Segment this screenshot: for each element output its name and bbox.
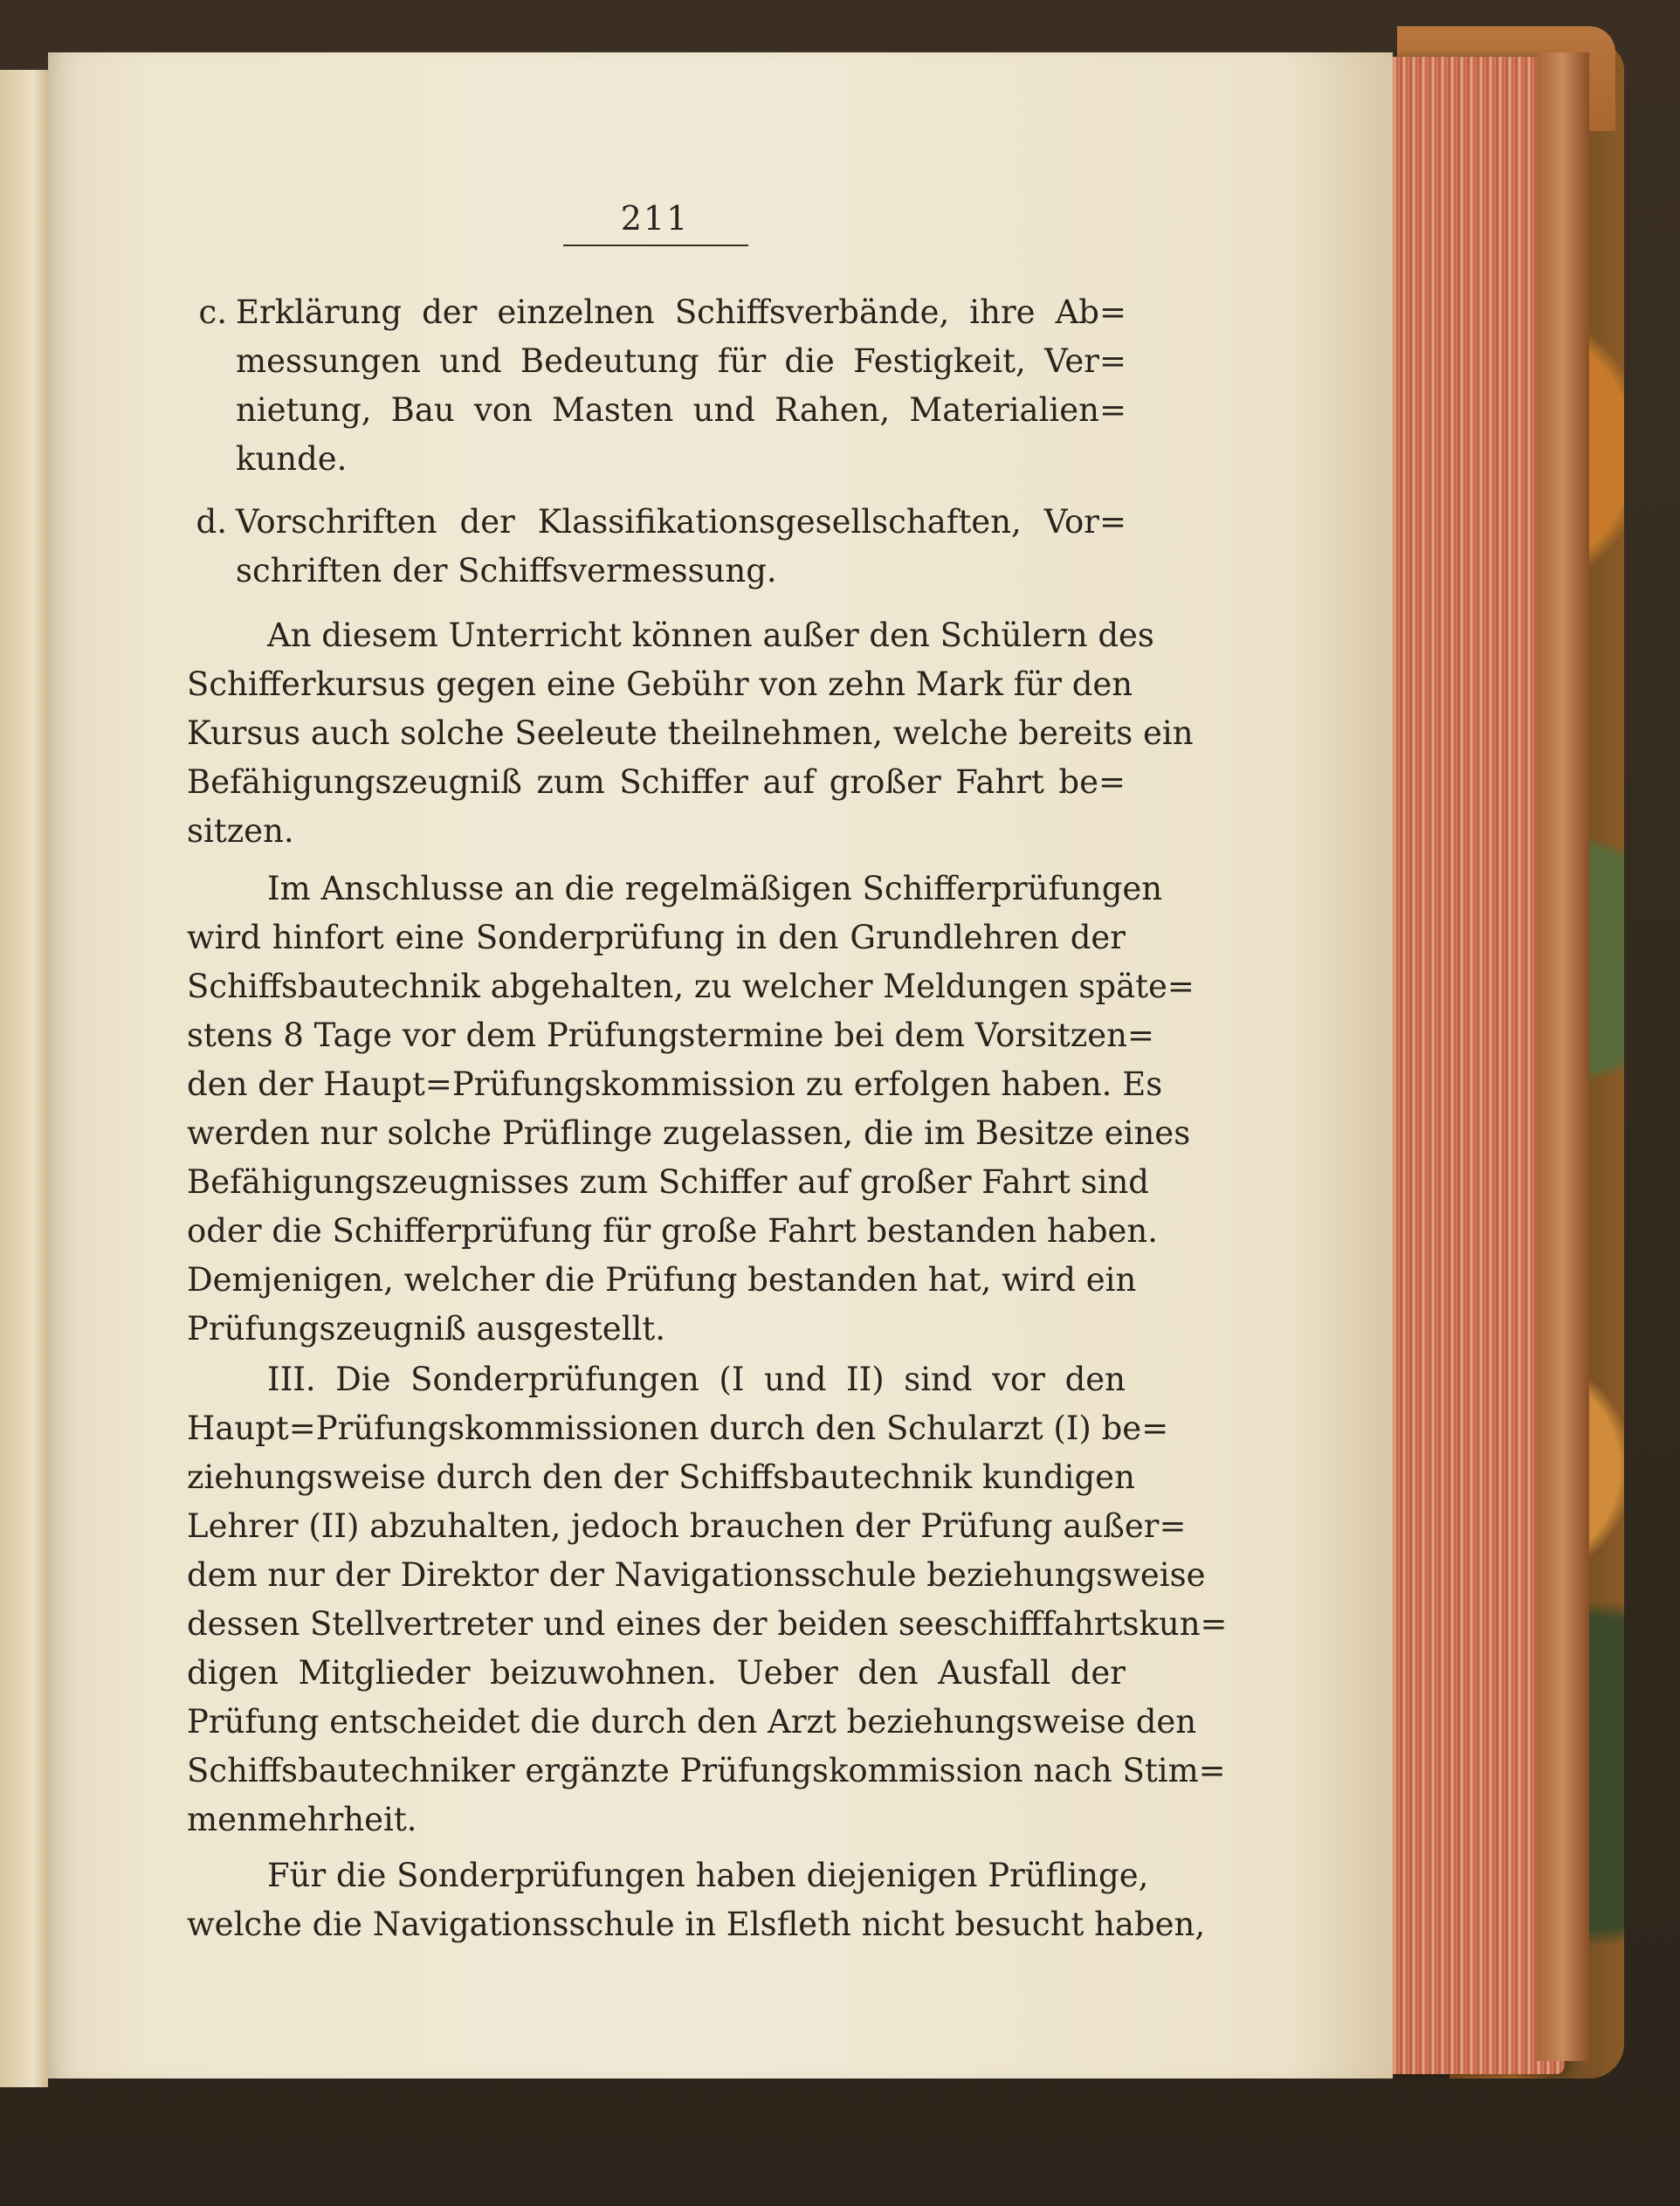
text-line: oder die Schifferprüfung für große Fahrt bestanden haben.	[187, 1212, 1159, 1250]
text-line: dem nur der Direktor der Navigationsschule beziehungsweise	[187, 1556, 1206, 1594]
text-line: digen Mitglieder beizuwohnen. Ueber den Ausfall der	[187, 1654, 1126, 1692]
text-line: menmehrheit.	[187, 1801, 417, 1838]
left-page-edge	[0, 70, 48, 2087]
text-line: kunde.	[236, 440, 348, 478]
paragraph-1	[187, 611, 1194, 856]
text-line: Haupt=Prüfungskommissionen durch den Schularzt (I) be=	[187, 1410, 1169, 1447]
text-line: den der Haupt=Prüfungskommission zu erfolgen haben. Es	[187, 1065, 1163, 1103]
text-line: Für die Sonderprüfungen haben diejenigen Prüflinge,	[267, 1857, 1149, 1894]
text-line: Schiffsbautechniker ergänzte Prüfungskommission nach Stim=	[187, 1752, 1226, 1789]
text-line: Kursus auch solche Seeleute theilnehmen, welche bereits ein	[187, 714, 1194, 752]
paragraph-3	[187, 1355, 1228, 1844]
text-line: Lehrer (II) abzuhalten, jedoch brauchen der Prüfung außer=	[187, 1507, 1187, 1545]
text-line: dessen Stellvertreter und eines der beiden seeschifffahrtskun=	[187, 1605, 1228, 1643]
text-line: sitzen.	[187, 812, 294, 850]
list-item-c	[198, 288, 1126, 484]
list-item-d	[196, 498, 1126, 596]
list-item-label: c.	[198, 293, 227, 331]
text-line: Erklärung der einzelnen Schiffsverbände, ihre Ab=	[236, 293, 1126, 331]
text-line: ziehungsweise durch den der Schiffsbautechnik kundigen	[187, 1458, 1135, 1496]
text-line: An diesem Unterricht können außer den Schülern des	[267, 617, 1154, 654]
text-line: welche die Navigationsschule in Elsfleth nicht besucht haben,	[187, 1906, 1206, 1943]
page-number: 211	[620, 199, 690, 238]
paragraph-2	[187, 865, 1195, 1354]
header-rule	[563, 245, 748, 246]
text-line: Prüfungszeugniß ausgestellt.	[187, 1310, 665, 1348]
text-line: nietung, Bau von Masten und Rahen, Materialien=	[236, 391, 1126, 429]
text-line: stens 8 Tage vor dem Prüfungstermine bei dem Vorsitzen=	[187, 1017, 1154, 1054]
text-line: schriften der Schiffsvermessung.	[236, 552, 777, 589]
text-line: Schifferkursus gegen eine Gebühr von zehn Mark für den	[187, 665, 1133, 703]
text-line: messungen und Bedeutung für die Festigkeit, Ver=	[236, 342, 1126, 380]
text-line: Befähigungszeugnisses zum Schiffer auf großer Fahrt sind	[187, 1163, 1149, 1201]
paragraph-4	[187, 1851, 1206, 1949]
text-line: Vorschriften der Klassifikationsgesellschaften, Vor=	[236, 503, 1126, 541]
cover-spine-edge	[1537, 52, 1589, 2061]
text-line: Schiffsbautechnik abgehalten, zu welcher Meldungen späte=	[187, 968, 1195, 1005]
text-line: Befähigungszeugniß zum Schiffer auf großer Fahrt be=	[187, 763, 1126, 801]
text-line: wird hinfort eine Sonderprüfung in den Grundlehren der	[187, 919, 1126, 956]
text-line: III. Die Sonderprüfungen (I und II) sind vor den	[267, 1361, 1126, 1398]
text-line: Im Anschlusse an die regelmäßigen Schifferprüfungen	[267, 870, 1163, 907]
list-item-label: d.	[196, 503, 227, 541]
text-line: Demjenigen, welcher die Prüfung bestanden hat, wird ein	[187, 1261, 1137, 1299]
text-line: Prüfung entscheidet die durch den Arzt beziehungsweise den	[187, 1703, 1197, 1741]
text-line: werden nur solche Prüflinge zugelassen, die im Besitze eines	[187, 1114, 1191, 1152]
